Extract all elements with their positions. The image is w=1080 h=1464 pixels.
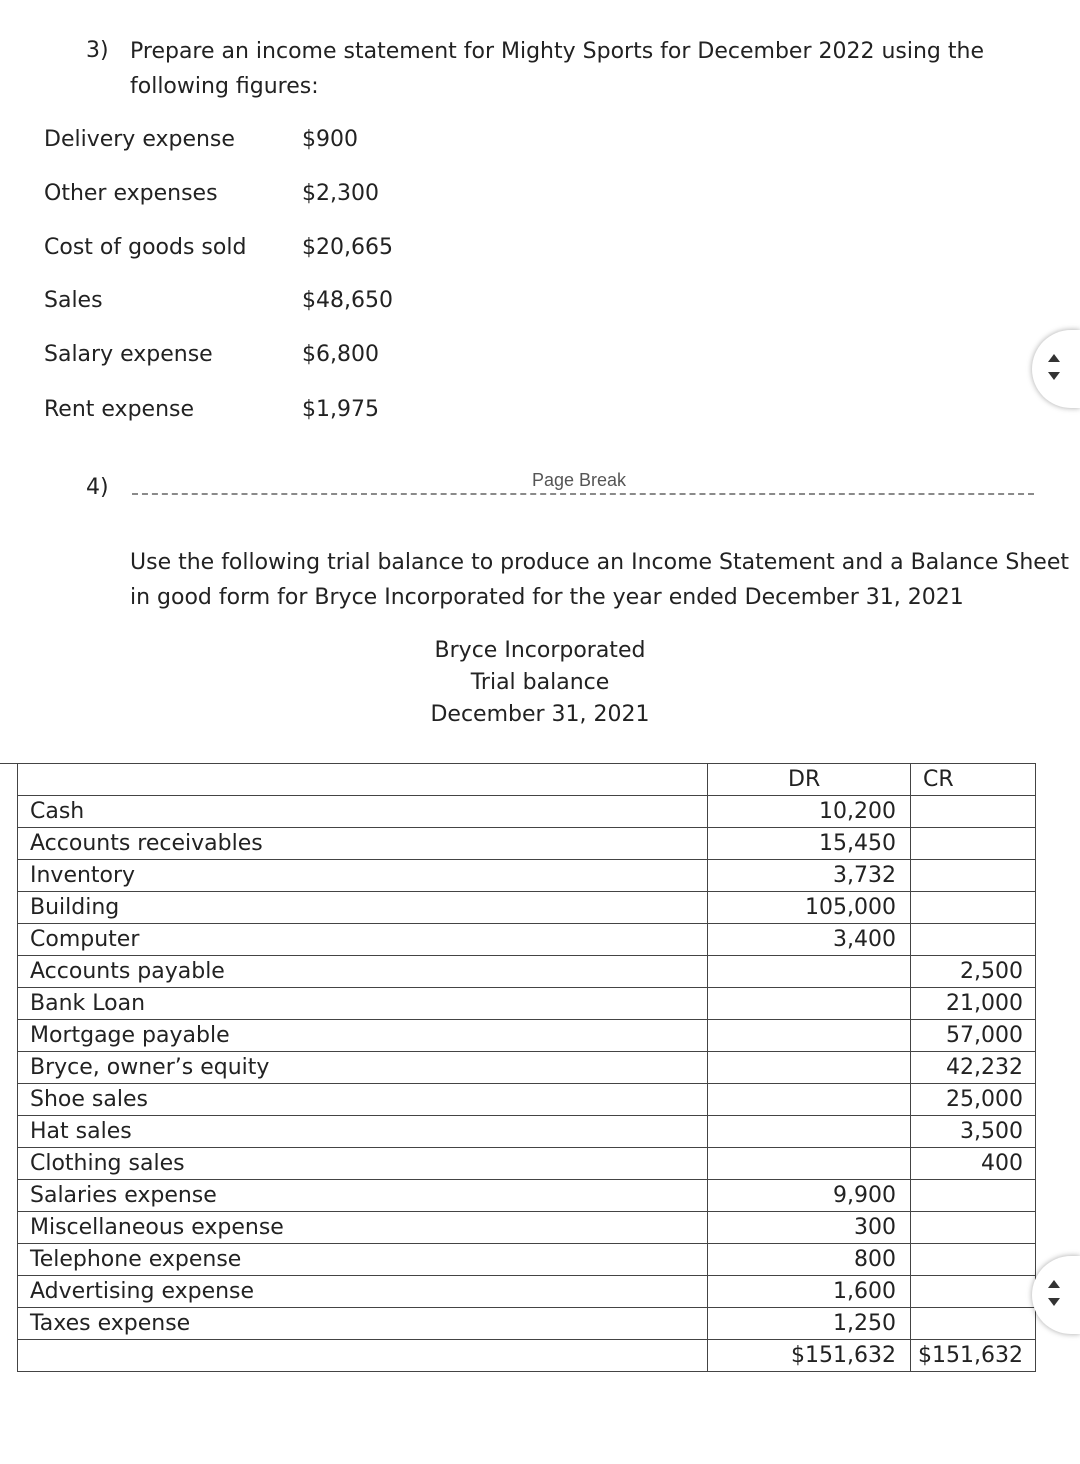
account-name: Clothing sales xyxy=(18,1148,708,1180)
debit-amount: 10,200 xyxy=(708,796,911,828)
debit-amount: 800 xyxy=(708,1244,911,1276)
page-break-label: Page Break xyxy=(532,470,627,490)
table-row xyxy=(18,1276,1036,1308)
credit-amount xyxy=(911,1180,1036,1212)
figure-label: Sales xyxy=(44,288,103,313)
figure-value: $1,975 xyxy=(302,397,379,422)
debit-amount xyxy=(708,1116,911,1148)
question-3-line-2: following figures: xyxy=(130,74,319,99)
table-row xyxy=(18,1020,1036,1052)
header-dr: DR xyxy=(708,764,911,796)
account-name: Miscellaneous expense xyxy=(18,1212,708,1244)
totals-row xyxy=(18,1340,1036,1372)
debit-amount: 300 xyxy=(708,1212,911,1244)
arrow-up-icon xyxy=(1048,1280,1060,1288)
debit-amount: 15,450 xyxy=(708,828,911,860)
account-name: Bank Loan xyxy=(18,988,708,1020)
debit-amount: 3,732 xyxy=(708,860,911,892)
debit-amount xyxy=(708,1052,911,1084)
table-row xyxy=(18,1212,1036,1244)
table-row xyxy=(18,892,1036,924)
figure-value: $2,300 xyxy=(302,181,379,206)
credit-amount xyxy=(911,1276,1036,1308)
debit-amount: 105,000 xyxy=(708,892,911,924)
table-row xyxy=(18,860,1036,892)
account-name: Building xyxy=(18,892,708,924)
credit-amount: 25,000 xyxy=(911,1084,1036,1116)
debit-amount xyxy=(708,956,911,988)
credit-amount: 400 xyxy=(911,1148,1036,1180)
account-name: Cash xyxy=(18,796,708,828)
table-row xyxy=(18,796,1036,828)
account-name: Advertising expense xyxy=(18,1276,708,1308)
credit-amount: 57,000 xyxy=(911,1020,1036,1052)
trial-balance-company: Bryce Incorporated xyxy=(434,638,646,663)
credit-amount xyxy=(911,796,1036,828)
table-row xyxy=(18,1180,1036,1212)
credit-amount: 2,500 xyxy=(911,956,1036,988)
figure-label: Other expenses xyxy=(44,181,218,206)
table-left-stub xyxy=(0,763,17,1397)
question-4-number: 4) xyxy=(86,475,109,500)
credit-amount xyxy=(911,892,1036,924)
table-row xyxy=(18,1084,1036,1116)
question-4-line-2: in good form for Bryce Incorporated for the year ended December 31, 2021 xyxy=(130,585,964,610)
account-name: Salaries expense xyxy=(18,1180,708,1212)
debit-amount: 3,400 xyxy=(708,924,911,956)
credit-amount xyxy=(911,924,1036,956)
table-row xyxy=(18,988,1036,1020)
figure-value: $6,800 xyxy=(302,342,379,367)
arrow-down-icon xyxy=(1048,372,1060,380)
account-name: Bryce, owner’s equity xyxy=(18,1052,708,1084)
table-row xyxy=(18,1116,1036,1148)
table-row xyxy=(18,828,1036,860)
credit-amount: 42,232 xyxy=(911,1052,1036,1084)
question-3-text xyxy=(130,34,984,104)
credit-amount: 3,500 xyxy=(911,1116,1036,1148)
page-break-line xyxy=(132,493,1034,495)
credit-amount xyxy=(911,1244,1036,1276)
credit-amount xyxy=(911,860,1036,892)
debit-amount xyxy=(708,1084,911,1116)
table-header-row xyxy=(18,764,1036,796)
table-row xyxy=(18,924,1036,956)
credit-amount xyxy=(911,828,1036,860)
account-name: Telephone expense xyxy=(18,1244,708,1276)
trial-balance-date: December 31, 2021 xyxy=(430,702,650,727)
header-cr: CR xyxy=(911,764,1036,796)
account-name: Shoe sales xyxy=(18,1084,708,1116)
trial-balance-table xyxy=(17,763,1036,1372)
debit-amount: 1,600 xyxy=(708,1276,911,1308)
table-row xyxy=(18,1148,1036,1180)
debit-amount: 1,250 xyxy=(708,1308,911,1340)
figure-value: $20,665 xyxy=(302,235,393,260)
table-row xyxy=(18,1244,1036,1276)
figure-value: $900 xyxy=(302,127,358,152)
figure-label: Salary expense xyxy=(44,342,213,367)
scroll-handle[interactable] xyxy=(1032,330,1080,408)
figure-value: $48,650 xyxy=(302,288,393,313)
totals-label xyxy=(18,1340,708,1372)
total-credit: $151,632 xyxy=(911,1340,1036,1372)
scroll-handle[interactable] xyxy=(1032,1256,1080,1334)
question-4-line-1: Use the following trial balance to produce an Income Statement and a Balance Sheet xyxy=(130,550,1069,575)
account-name: Computer xyxy=(18,924,708,956)
figure-label: Delivery expense xyxy=(44,127,235,152)
trial-balance-title: Trial balance xyxy=(470,670,610,695)
table-row xyxy=(18,1308,1036,1340)
account-name: Taxes expense xyxy=(18,1308,708,1340)
credit-amount xyxy=(911,1308,1036,1340)
account-name: Hat sales xyxy=(18,1116,708,1148)
figure-label: Cost of goods sold xyxy=(44,235,247,260)
question-3-line-1: Prepare an income statement for Mighty Sports for December 2022 using the xyxy=(130,39,984,64)
arrow-down-icon xyxy=(1048,1298,1060,1306)
debit-amount: 9,900 xyxy=(708,1180,911,1212)
total-debit: $151,632 xyxy=(708,1340,911,1372)
table-row xyxy=(18,956,1036,988)
question-3-number: 3) xyxy=(86,38,109,63)
account-name: Inventory xyxy=(18,860,708,892)
account-name: Accounts payable xyxy=(18,956,708,988)
arrow-up-icon xyxy=(1048,354,1060,362)
figure-label: Rent expense xyxy=(44,397,195,422)
credit-amount: 21,000 xyxy=(911,988,1036,1020)
debit-amount xyxy=(708,988,911,1020)
question-4-text xyxy=(130,545,1069,615)
table-row xyxy=(18,1052,1036,1084)
debit-amount xyxy=(708,1020,911,1052)
credit-amount xyxy=(911,1212,1036,1244)
header-account xyxy=(18,764,708,796)
account-name: Mortgage payable xyxy=(18,1020,708,1052)
debit-amount xyxy=(708,1148,911,1180)
account-name: Accounts receivables xyxy=(18,828,708,860)
